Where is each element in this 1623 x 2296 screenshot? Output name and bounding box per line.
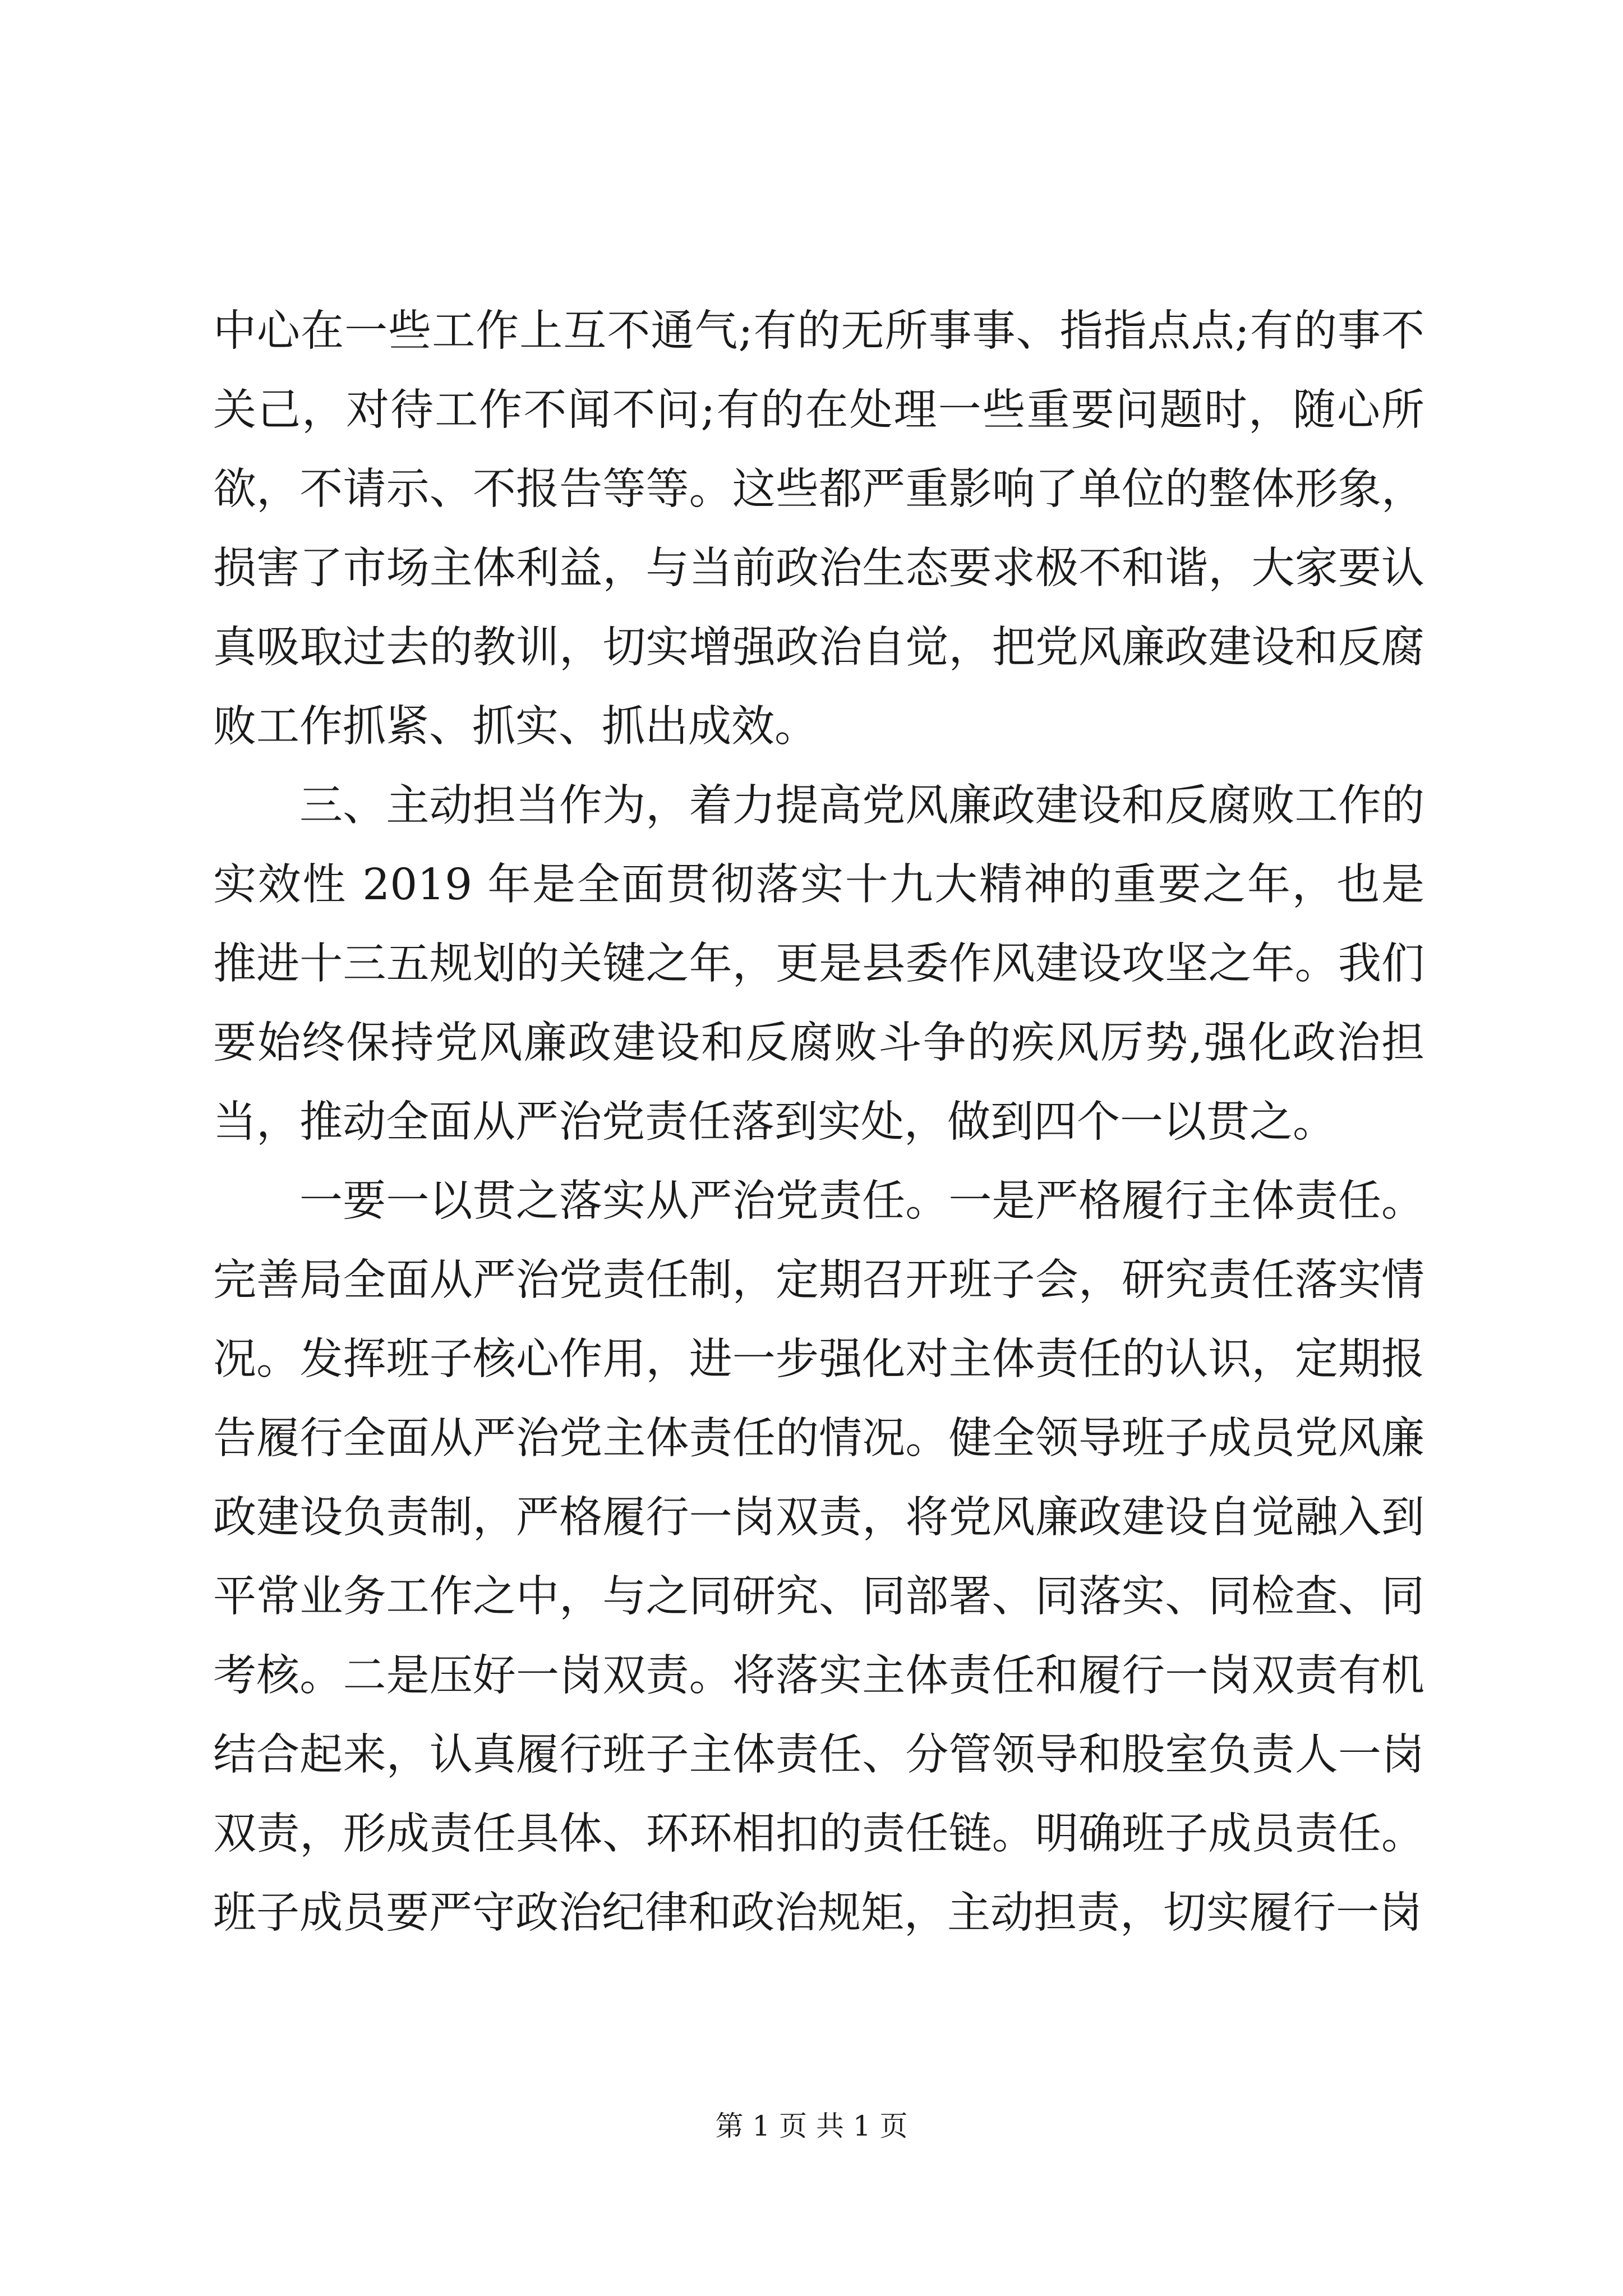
page-footer: 第 1 页 共 1 页 bbox=[715, 2110, 908, 2142]
paragraph-2: 三、主动担当作为，着力提高党风廉政建设和反腐败工作的实效性 2019 年是全面贯彻落实十九大精神的重要之年，也是推进十三五规划的关键之年，更是县委作风建设攻坚之年。我们要始终保持党风廉政建设和反腐败斗争的疾风厉势,强化政治担当，推动全面从严治党责任落到实处，做到四个一以贯之。 bbox=[213, 781, 1424, 1147]
paragraph-1: 中心在一些工作上互不通气;有的无所事事、指指点点;有的事不关己，对待工作不闻不问;有的在处理一些重要问题时，随心所欲，不请示、不报告等等。这些都严重影响了单位的整体形象，损害了市场主体利益，与当前政治生态要求极不和谐，大家要认真吸取过去的教训，切实增强政治自觉，把党风廉政建设和反腐败工作抓紧、抓实、抓出成效。 bbox=[213, 306, 1424, 752]
paragraph-3: 一要一以贯之落实从严治党责任。一是严格履行主体责任。完善局全面从严治党责任制，定期召开班子会，研究责任落实情况。发挥班子核心作用，进一步强化对主体责任的认识，定期报告履行全面从严治党主体责任的情况。健全领导班子成员党风廉政建设负责制，严格履行一岗双责，将党风廉政建设自觉融入到平常业务工作之中，与之同研究、同部署、同落实、同检查、同考核。二是压好一岗双责。将落实主体责任和履行一岗双责有机结合起来，认真履行班子主体责任、分管领导和股室负责人一岗双责，形成责任具体、环环相扣的责任链。明确班子成员责任。班子成员要严守政治纪律和政治规矩，主动担责，切实履行一岗 bbox=[213, 1176, 1424, 1938]
document-body bbox=[213, 292, 1424, 1953]
